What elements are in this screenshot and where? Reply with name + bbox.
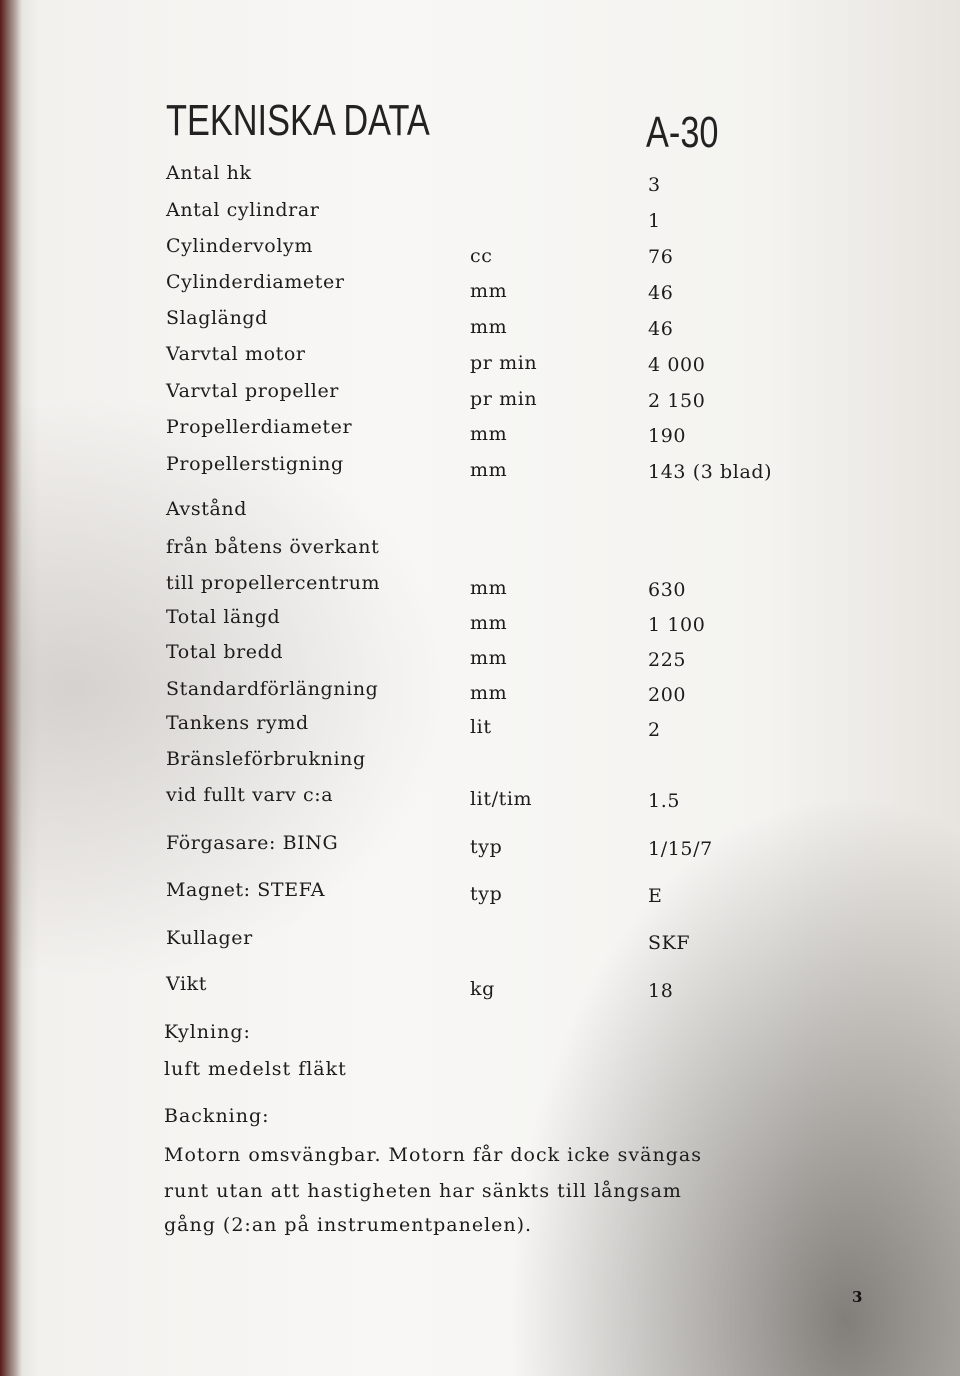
spec-label: Magnet: STEFA [166, 879, 326, 901]
spec-label: Kullager [166, 927, 253, 949]
spec-label: Total längd [166, 606, 281, 628]
spec-value: 76 [648, 246, 674, 268]
spec-unit: mm [470, 280, 508, 302]
spec-value: 18 [648, 980, 674, 1002]
spec-unit: mm [470, 316, 508, 338]
spec-unit: lit/tim [470, 788, 533, 810]
spec-value: 46 [648, 318, 674, 340]
page-number: 3 [852, 1288, 863, 1306]
spec-value: E [648, 885, 663, 907]
spec-value: 1.5 [648, 790, 681, 812]
spec-unit: cc [470, 245, 493, 267]
reversing-line: runt utan att hastigheten har sänkts till långsam [164, 1180, 682, 1202]
spec-value: 1 [648, 210, 661, 232]
spec-label: Propellerdiameter [166, 416, 353, 438]
cooling-text: luft medelst fläkt [164, 1058, 347, 1080]
spec-value: 1 100 [648, 614, 706, 636]
spec-value: 4 000 [648, 354, 706, 376]
spec-label: Antal hk [166, 162, 252, 184]
spec-label: Förgasare: BING [166, 832, 339, 854]
spec-value: 3 [648, 174, 661, 196]
reversing-line: Motorn omsvängbar. Motorn får dock icke svängas [164, 1144, 702, 1166]
spec-label: Varvtal propeller [166, 380, 339, 402]
spec-unit: mm [470, 612, 508, 634]
model-designation: A-30 [646, 108, 719, 157]
spec-value: 225 [648, 649, 687, 671]
spec-label: Cylinderdiameter [166, 271, 345, 293]
spec-label: Tankens rymd [166, 712, 309, 734]
spec-unit: lit [470, 716, 492, 738]
spec-unit: typ [470, 883, 503, 905]
spec-label: Propellerstigning [166, 453, 344, 475]
spec-value: 1/15/7 [648, 838, 713, 860]
spec-label: Avstånd [166, 498, 247, 520]
spec-value: 2 150 [648, 390, 706, 412]
spec-unit: pr min [470, 352, 538, 374]
cooling-heading: Kylning: [164, 1021, 251, 1043]
spec-label: Cylindervolym [166, 235, 313, 257]
spec-value: 190 [648, 425, 687, 447]
spec-unit: mm [470, 682, 508, 704]
spec-label: Total bredd [166, 641, 284, 663]
spec-unit: pr min [470, 388, 538, 410]
spec-unit: mm [470, 423, 508, 445]
spec-value: 2 [648, 719, 661, 741]
book-spine-shadow [0, 0, 22, 1376]
spec-label: till propellercentrum [166, 572, 381, 594]
spec-unit: mm [470, 647, 508, 669]
spec-unit: mm [470, 459, 508, 481]
spec-label: Varvtal motor [166, 343, 306, 365]
spec-value: SKF [648, 932, 691, 954]
spec-label: Standardförlängning [166, 678, 379, 700]
spec-value: 200 [648, 684, 687, 706]
spec-label: från båtens överkant [166, 536, 380, 558]
spec-value: 630 [648, 579, 687, 601]
spec-label: Antal cylindrar [166, 199, 320, 221]
spec-value: 46 [648, 282, 674, 304]
spec-label: vid fullt varv c:a [166, 784, 334, 806]
spec-label: Bränsleförbrukning [166, 748, 366, 770]
reversing-line: gång (2:an på instrumentpanelen). [164, 1214, 533, 1236]
spec-unit: mm [470, 577, 508, 599]
spec-label: Slaglängd [166, 307, 268, 329]
spec-value: 143 (3 blad) [648, 461, 773, 483]
spec-unit: typ [470, 836, 503, 858]
spec-label: Vikt [166, 973, 208, 995]
spec-unit: kg [470, 978, 495, 1000]
page-title: TEKNISKA DATA [166, 96, 430, 145]
reversing-heading: Backning: [164, 1105, 270, 1127]
